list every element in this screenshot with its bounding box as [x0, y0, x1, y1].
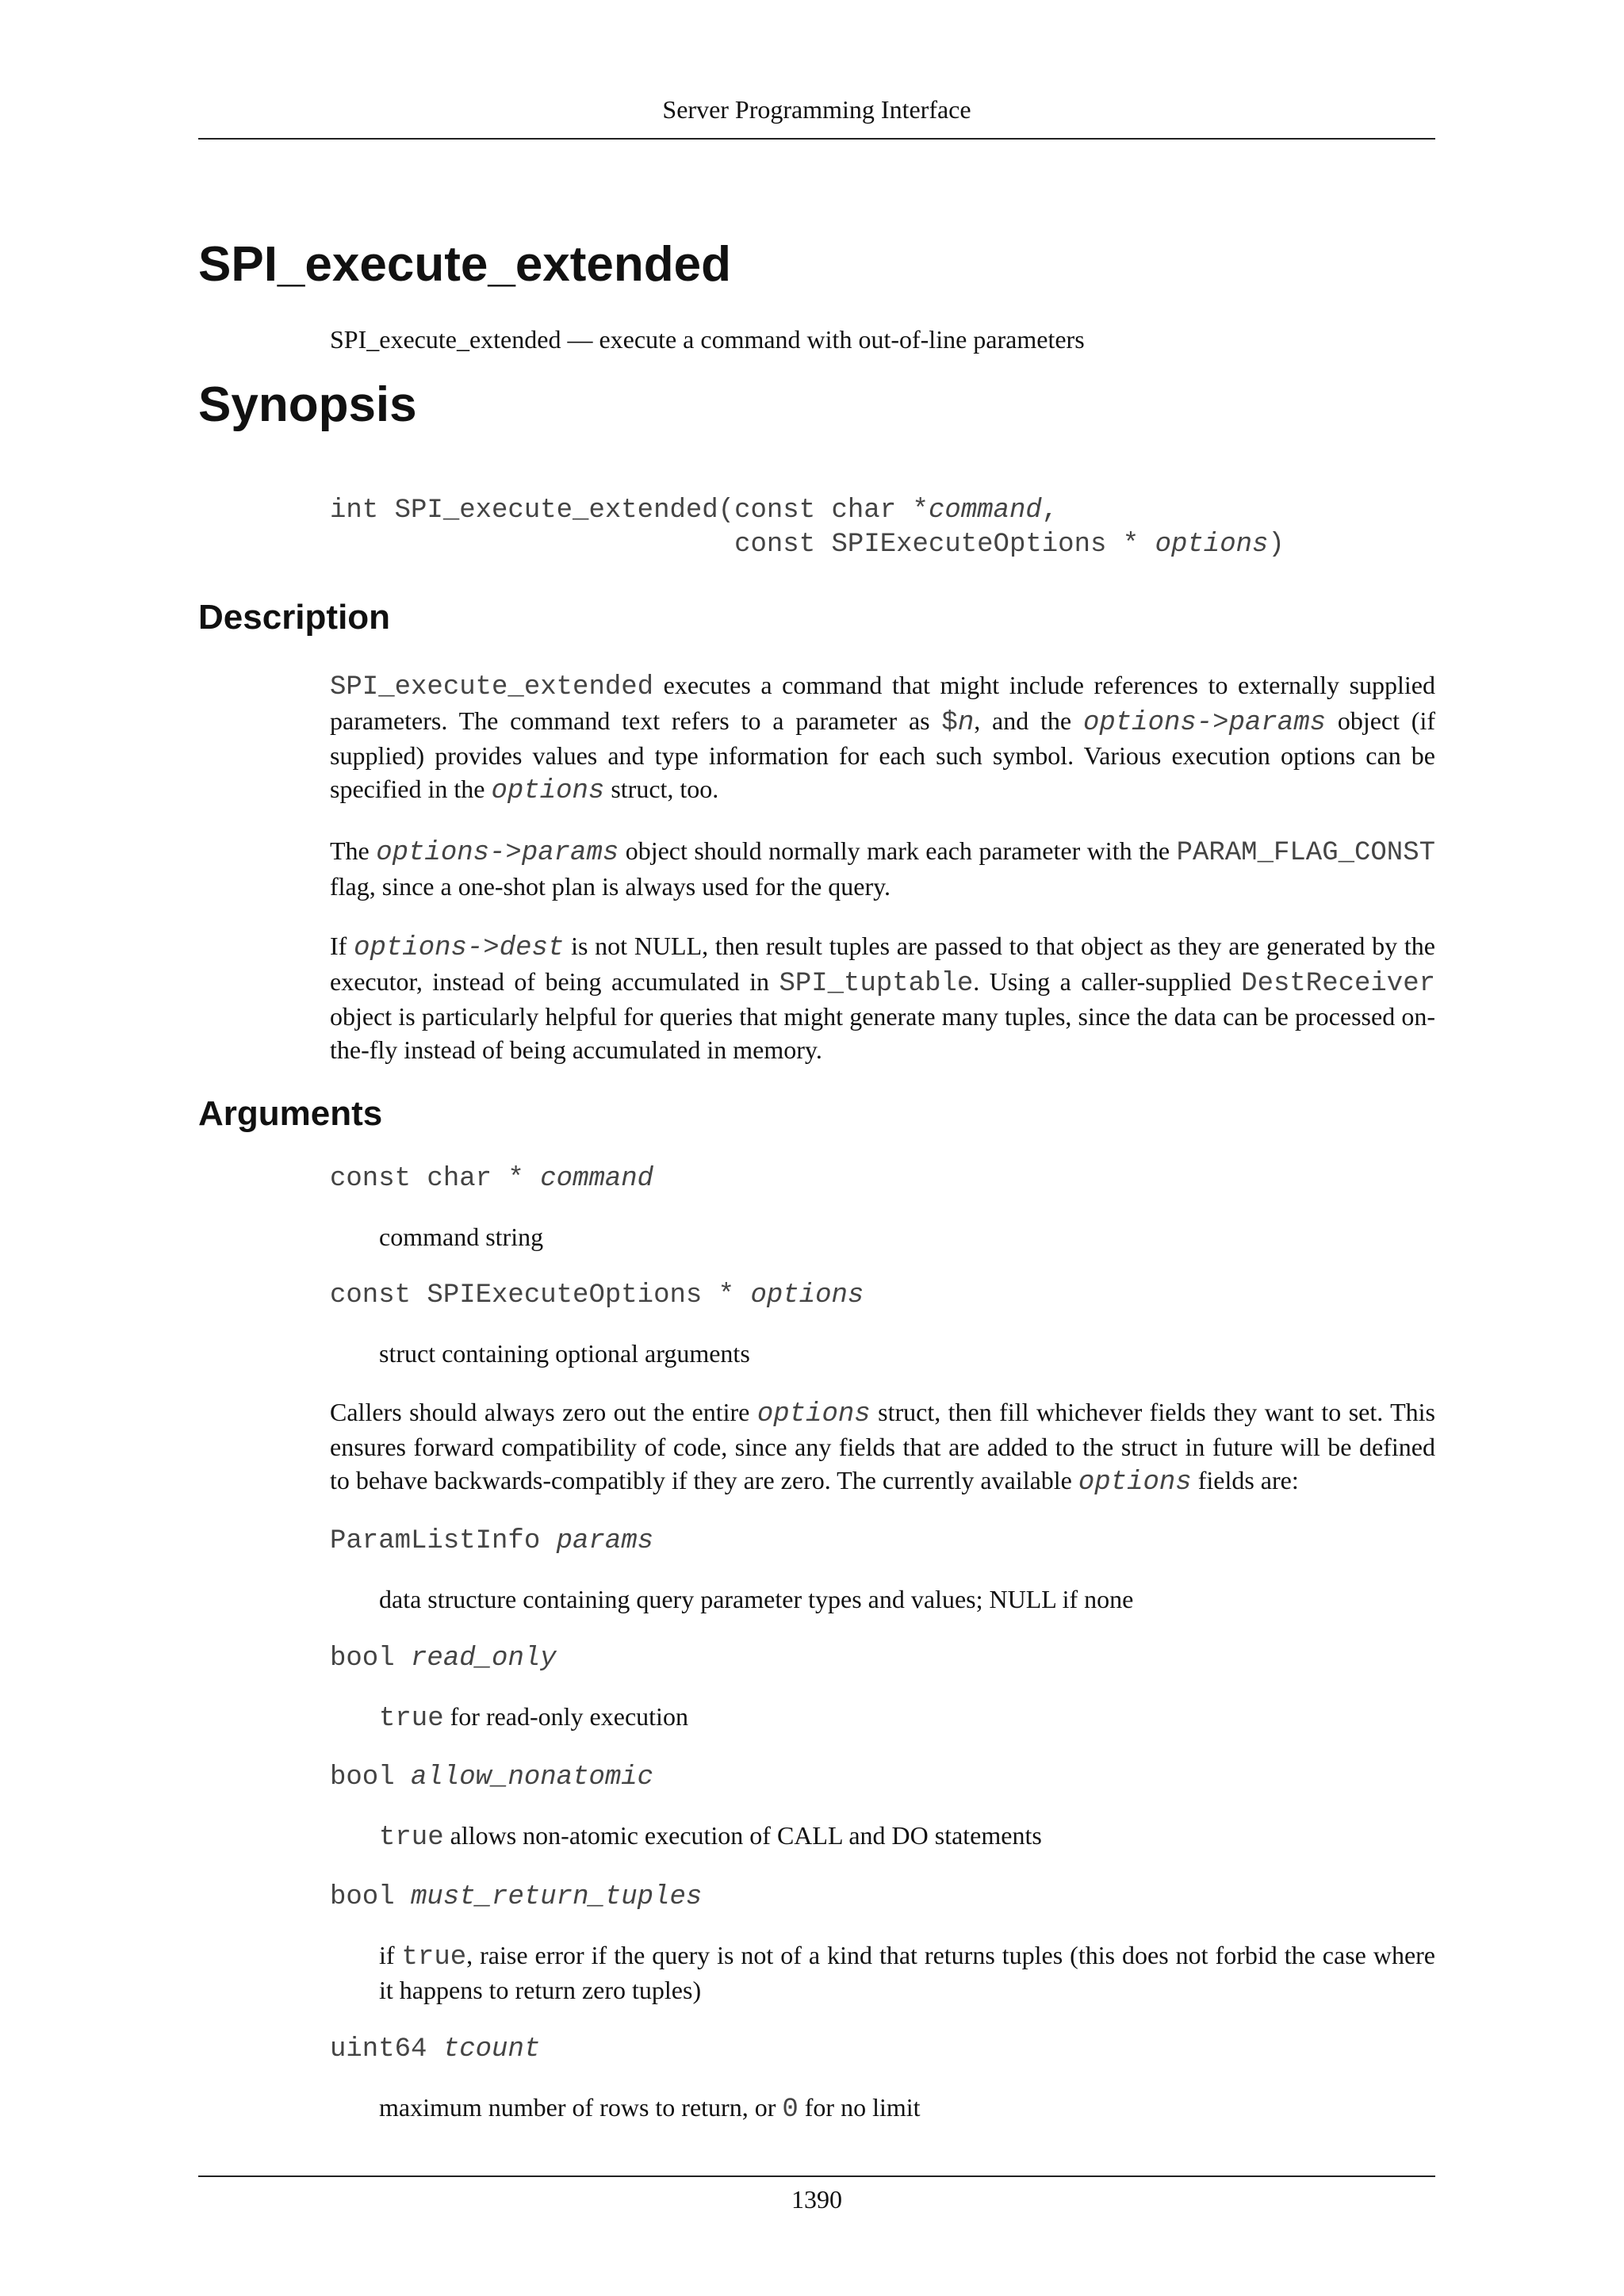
- field-name: must_return_tuples: [411, 1881, 703, 1912]
- text: for no limit: [798, 2092, 921, 2122]
- code-n: n: [957, 707, 975, 738]
- code-param-flag-const: PARAM_FLAG_CONST: [1176, 838, 1436, 869]
- field-type: uint64: [330, 2034, 443, 2064]
- text: , and the: [974, 706, 1083, 735]
- code-true: true: [401, 1942, 467, 1973]
- text: object is particularly helpful for queries that might generate many tuples, since the data can be processed on-the-fly instead of being accumulated in memory.: [330, 1002, 1435, 1064]
- em-dash: —: [561, 325, 599, 354]
- running-header: Server Programming Interface: [662, 95, 971, 124]
- synopsis-param-options: options: [1155, 530, 1269, 561]
- field-desc-allow-nonatomic: [379, 1820, 1435, 1855]
- code-options: options: [756, 1399, 871, 1429]
- synopsis-line1-suffix: ,: [1041, 496, 1059, 526]
- synopsis-indent: [330, 530, 734, 560]
- field-term-read-only: [330, 1642, 1435, 1675]
- field-type: bool: [330, 1643, 412, 1674]
- text: struct, then fill whichever fields they want to set. This ensures forward compatibility of code, since any fields that are added to the struct in future will be defined to behave backwards-compatibly if they are zero. The currently available: [330, 1397, 1436, 1494]
- page-content: [198, 238, 1435, 2126]
- code-true: true: [379, 1703, 444, 1734]
- text: flag, since a one-shot plan is always used for the query.: [330, 871, 891, 901]
- text: is not NULL, then result tuples are passed to that object as they are generated by the executor, instead of being accumulated in: [330, 932, 1436, 996]
- text: object should normally mark each parameter with the: [619, 836, 1177, 866]
- code-options: options: [491, 775, 605, 806]
- text: fields are:: [1191, 1465, 1299, 1494]
- arg-desc-command: command string: [379, 1222, 544, 1251]
- text: executes a command that might include references to externally supplied parameters. The command text refers to a parameter as: [330, 671, 1435, 735]
- code-function: SPI_execute_extended: [330, 672, 654, 703]
- code-spi-tuptable: SPI_tuptable: [779, 968, 974, 999]
- code-options-dest: options->dest: [354, 933, 565, 964]
- text: Callers should always zero out the entire: [330, 1397, 757, 1426]
- text: maximum number of rows to return, or: [379, 2092, 783, 2122]
- purpose-text: execute a command with out-of-line parameters: [599, 325, 1085, 354]
- synopsis-line1-prefix: int SPI_execute_extended(const char *: [330, 496, 929, 526]
- function-synopsis: [330, 494, 1435, 562]
- callers-paragraph: [330, 1396, 1435, 1500]
- code-true: true: [379, 1823, 444, 1854]
- code-zero: 0: [782, 2094, 799, 2125]
- field-term-params: [330, 1525, 1435, 1558]
- field-term-tcount: [330, 2033, 1435, 2066]
- field-term-must-return-tuples: [330, 1881, 1435, 1914]
- field-desc-read-only: [379, 1701, 1435, 1736]
- page-number: 1390: [791, 2185, 842, 2214]
- synopsis-param-command: command: [928, 496, 1042, 526]
- arg-term-command: [330, 1162, 1435, 1196]
- refentry-name: SPI_execute_extended: [330, 325, 561, 354]
- field-type: bool: [330, 1881, 412, 1912]
- synopsis-heading: Synopsis: [198, 377, 417, 433]
- text: if: [379, 1940, 402, 1969]
- field-desc-tcount: [379, 2091, 1435, 2127]
- code-dollar: $: [941, 707, 958, 738]
- arg-term-options: [330, 1279, 1435, 1312]
- code-options-params: options->params: [1082, 707, 1327, 738]
- text: object (if supplied) provides values and type information for each such symbol. Various execution options can be specified in the: [330, 706, 1436, 803]
- arg-type: const char *: [330, 1163, 541, 1194]
- description-paragraph-3: [330, 930, 1435, 1066]
- header-rule: [198, 138, 1435, 140]
- text: , raise error if the query is not of a kind that returns tuples (this does not forbid the case where it happens to return zero tuples): [379, 1940, 1436, 2005]
- text: for read-only execution: [443, 1701, 688, 1731]
- description-paragraph-2: [330, 835, 1435, 903]
- arg-name: options: [750, 1280, 864, 1311]
- description-body: [330, 669, 1435, 1066]
- field-name: allow_nonatomic: [411, 1762, 654, 1793]
- text: allows non-atomic execution of CALL and DO statements: [443, 1821, 1042, 1850]
- arg-name: command: [540, 1163, 654, 1194]
- text: The: [330, 836, 377, 866]
- description-paragraph-1: [330, 669, 1435, 808]
- field-desc-params: data structure containing query parameter types and values; NULL if none: [379, 1585, 1134, 1614]
- text: . Using a caller-supplied: [973, 966, 1242, 996]
- text: If: [330, 932, 354, 961]
- arg-type: const SPIExecuteOptions *: [330, 1280, 751, 1311]
- refentry-title: SPI_execute_extended: [198, 237, 732, 292]
- synopsis-line2-prefix: const SPIExecuteOptions *: [734, 530, 1155, 561]
- field-desc-must-return-tuples: [379, 1939, 1435, 2007]
- field-name: read_only: [411, 1643, 557, 1674]
- callers-text: [330, 1396, 1435, 1500]
- description-heading: Description: [198, 598, 391, 637]
- code-options: options: [1078, 1467, 1192, 1498]
- synopsis-line2-suffix: ): [1268, 530, 1285, 561]
- text: struct, too.: [604, 774, 719, 803]
- refentry-purpose: [330, 325, 1435, 354]
- field-type: ParamListInfo: [330, 1526, 557, 1557]
- code-destreceiver: DestReceiver: [1241, 968, 1436, 999]
- arguments-heading: Arguments: [198, 1094, 383, 1134]
- field-name: tcount: [442, 2034, 541, 2064]
- code-options-params: options->params: [376, 838, 619, 869]
- field-name: params: [556, 1526, 654, 1557]
- field-type: bool: [330, 1762, 412, 1793]
- arg-desc-options: struct containing optional arguments: [379, 1339, 750, 1368]
- field-term-allow-nonatomic: [330, 1761, 1435, 1794]
